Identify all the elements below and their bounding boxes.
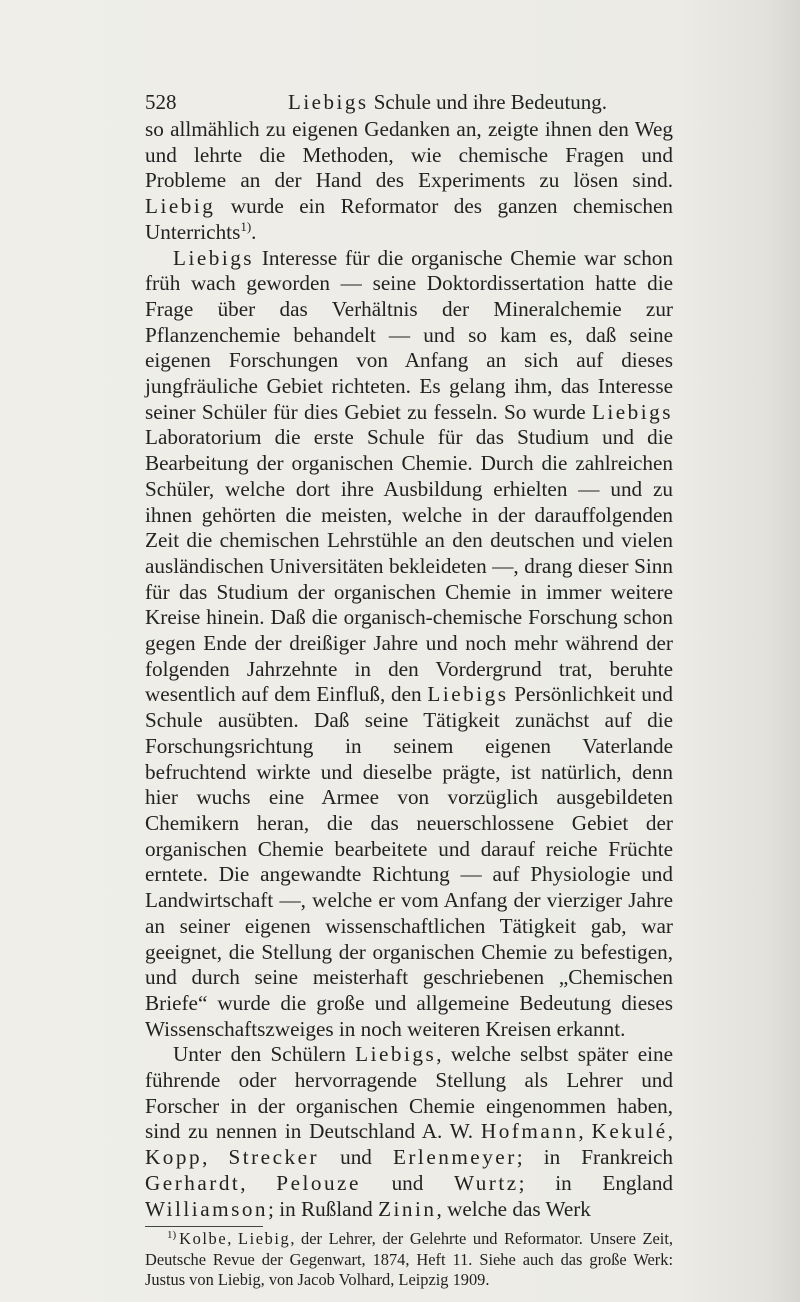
text-run: ; in Frankreich [516, 1145, 674, 1170]
footnote-text [145, 1229, 673, 1289]
text-run: , welche das Werk [436, 1196, 591, 1221]
text-run: . [251, 219, 257, 244]
spaced-name: Wurtz [454, 1170, 519, 1195]
spaced-name: Pelouze [276, 1170, 361, 1195]
spaced-name: Kekulé [591, 1119, 668, 1144]
page-number: 528 [145, 90, 177, 114]
text-run: , [227, 1229, 238, 1248]
paragraph-3 [145, 1042, 673, 1222]
running-title-rest: Schule und ihre Bedeutung. [368, 90, 608, 114]
text-run: wurde ein Reformator des ganzen chemischen Unterrichts [145, 194, 673, 244]
spaced-name: Liebigs [355, 1042, 437, 1067]
text-run: und [360, 1170, 455, 1195]
footnote [145, 1229, 673, 1291]
text-run: , [667, 1119, 674, 1144]
spaced-name: Liebig [145, 194, 216, 219]
spaced-name: Liebigs [173, 245, 255, 270]
spaced-name: Liebigs [427, 682, 509, 707]
text-run: , welche selbst später eine führende oder hervorragende Stellung als Lehrer und Forscher in der organischen Chemie eingenommen haben, sind zu nennen in Deutschland A. W. [145, 1042, 673, 1144]
text-run: Laboratorium die erste Schule für das Studium und die Bearbeitung der organischen Chemie. Durch die zahlreichen Schüler, welche dort ihre Ausbildung erhielten — und zu ihnen gehörten die meisten, welche in der darauffolgenden Zeit die chemischen Lehrstühle an den deutschen und vielen ausländischen Universitäten bekleideten —, drang dieser Sinn für das Studium der organischen Chemie in immer weitere Kreise hinein. Daß die organisch-chemische Forschung schon gegen Ende der dreißiger Jahre und noch mehr während der folgenden Jahrzehnte in den Vordergrund trat, beruhte wesentlich auf dem Einfluß, den [145, 425, 673, 707]
footnote-number: 1) [167, 1228, 177, 1241]
spaced-name: Hofmann [480, 1119, 579, 1144]
text-run: Unter den Schülern [173, 1042, 356, 1067]
text-run: ; in England [518, 1170, 674, 1195]
paragraph-1 [145, 117, 673, 246]
spaced-name: Liebigs [591, 399, 673, 424]
text-run: Interesse für die organische Chemie war schon früh wach geworden — seine Doktordissertation hatte die Frage über das Verhältnis der Mineralchemie zur Pflanzenchemie behandelt — und so kam es, daß seine eigenen Forschungen von Anfang an sich auf dieses jungfräuliche Gebiet richteten. Es gelang ihm, das Interesse seiner Schüler für dies Gebiet zu fesseln. So wurde [145, 245, 673, 424]
body-text [145, 117, 673, 1222]
spaced-name: Williamson [145, 1196, 269, 1221]
spaced-name: Gerhardt [145, 1170, 241, 1195]
footnote-marker: 1) [240, 218, 252, 234]
text-run: ; in Rußland [268, 1196, 379, 1221]
text-run: Persönlichkeit und Schule ausübten. Daß seine Tätigkeit zunächst auf die Forschungsrichtung in seinem eigenen Vaterlande befruchtend wirkte und dieselbe prägte, ist natürlich, denn hier wuchs eine Armee von vorzüglich ausgebildeten Chemikern heran, die das neuerschlossene Gebiet der organischen Chemie bearbeitete und darauf reiche Früchte erntete. Die angewandte Richtung — auf Physiologie und Landwirtschaft —, welche er vom Anfang der vierziger Jahre an seiner eigenen wissenschaftlichen Tätigkeit gab, war geeignet, die Stellung der organischen Chemie zu befestigen, und durch seine meisterhaft geschriebenen „Chemischen Briefe“ wurde die große und allgemeine Bedeutung dieses Wissenschaftszweiges in noch weiteren Kreisen erkannt. [145, 682, 673, 1041]
text-run: , [240, 1170, 277, 1195]
spaced-name: Kolbe [179, 1229, 228, 1248]
spaced-name: Erlenmeyer [392, 1145, 517, 1170]
text-run: so allmählich zu eigenen Gedanken an, zeigte ihnen den Weg und lehrte die Methoden, wie chemische Fragen und Probleme an der Hand des Experiments zu lösen sind. [145, 117, 673, 193]
spaced-name: Strecker [228, 1145, 320, 1170]
text-run: , [578, 1119, 592, 1144]
text-run: , [202, 1145, 229, 1170]
spaced-name: Zinin [378, 1196, 437, 1221]
text-run: und [319, 1145, 393, 1170]
running-title [288, 90, 607, 115]
paragraph-2 [145, 246, 673, 1043]
running-header [145, 90, 665, 116]
text-run: , der Lehrer, der Gelehrte und Reformator. Unsere Zeit, Deutsche Revue der Gegenwart, 1874, Heft 11. Siehe auch das große Werk: Justus von Liebig, von Jacob Volhard, Leipzig 1909. [145, 1229, 673, 1289]
running-title-name: Liebigs [288, 90, 369, 114]
spaced-name: Kopp [145, 1145, 203, 1170]
spaced-name: Liebig [237, 1229, 291, 1248]
footnote-divider [145, 1226, 263, 1227]
